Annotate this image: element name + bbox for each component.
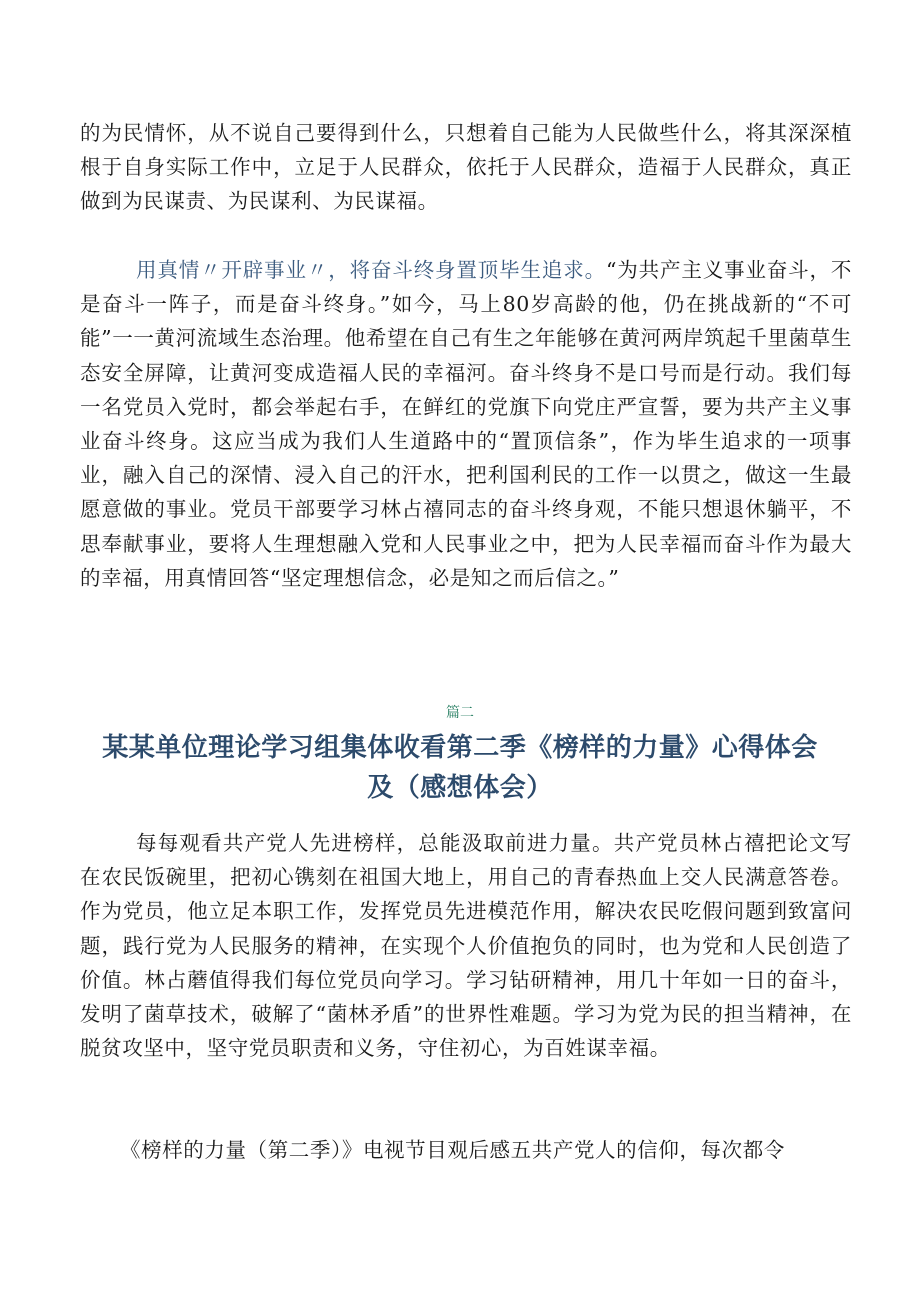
paragraph-2-body: “为共产主义事业奋斗，不是奋斗一阵子，而是奋斗终身。”如今，马上80岁高龄的他，仍在挑战新的“不可能”一一黄河流域生态治理。他希望在自己有生之年能够在黄河两岸筑起千里菌草生态安全屏障，让黄河变成造福人民的幸福河。奋斗终身不是口号而是行动。我们每一名党员入党时，都会举起右手，在鲜红的党旗下向党庄严宣誓，要为共产主义事业奋斗终身。这应当成为我们人生道路中的“置顶信条”，作为毕生追求的一项事业，融入自己的深情、浸入自己的汗水，把利国利民的工作一以贯之，做这一生最愿意做的事业。党员干部要学习林占禧同志的奋斗终身观，不能只想退休躺平，不思奉献事业，要将人生理想融入党和人民事业之中，把为人民幸福而奋斗作为最大的幸福，用真情回答“坚定理想信念，必是知之而后信之。” [80, 258, 853, 590]
paragraph-2-lead: 用真情〃开辟事业〃，将奋斗终身置顶毕生追求。 [136, 258, 606, 282]
section-title: 某某单位理论学习组集体收看第二季《榜样的力量》心得体会及（感想体会） [102, 733, 818, 803]
paragraph-1: 的为民情怀，从不说自己要得到什么，只想着自己能为人民做些什么，将其深深植根于自身实际工作中，立足于人民群众，依托于人民群众，造福于人民群众，真正做到为民谋责、为民谋利、为民谋福。 [80, 121, 852, 214]
paragraph-4: 《榜样的力量（第二季）》电视节目观后感五共产党人的信仰，每次都令 [120, 1138, 785, 1162]
paragraph-3: 每每观看共产党人先进榜样，总能汲取前进力量。共产党员林占禧把论文写在农民饭碗里，把初心镌刻在祖国大地上，用自己的青春热血上交人民满意答卷。作为党员，他立足本职工作，发挥党员先进模范作用，解决农民吃假问题到致富问题，践行党为人民服务的精神，在实现个人价值抱负的同时，也为党和人民创造了价值。林占蘑值得我们每位党员向学习。学习钻研精神，用几十年如一日的奋斗，发明了菌草技术，破解了“菌林矛盾”的世界性难题。学习为党为民的担当精神，在脱贫攻坚中，坚守党员职责和义务，守住初心，为百姓谋幸福。 [80, 831, 852, 1061]
paragraph-2 [80, 253, 852, 595]
section-tag: 篇二 [446, 705, 474, 721]
